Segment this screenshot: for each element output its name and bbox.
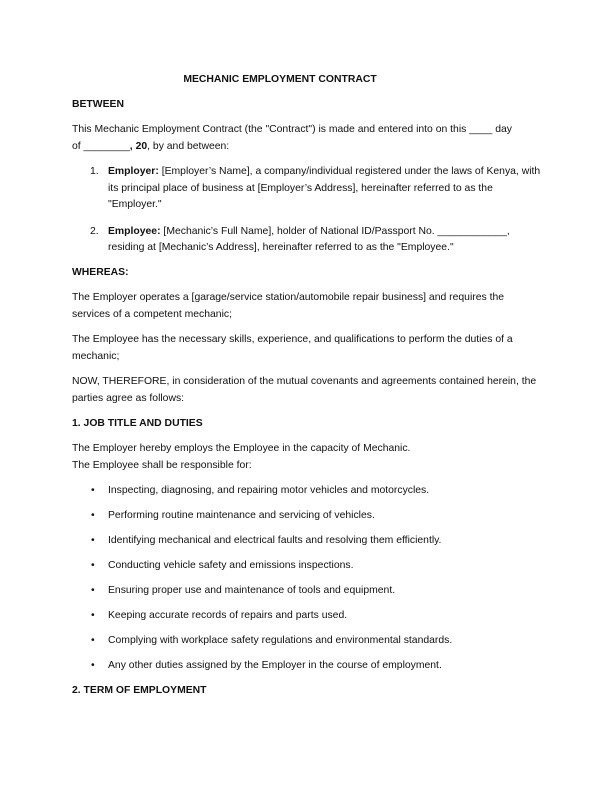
party-number: 2. bbox=[90, 225, 99, 237]
bullet-icon: • bbox=[91, 560, 95, 571]
list-item bbox=[90, 633, 542, 658]
document-title: MECHANIC EMPLOYMENT CONTRACT bbox=[183, 74, 377, 85]
section-1-line-1: The Employer hereby employs the Employee in the capacity of Mechanic. bbox=[72, 443, 411, 454]
whereas-clause-1: The Employer operates a [garage/service station/automobile repair business] and requires the services of a competent mechanic; bbox=[72, 292, 505, 320]
bullet-icon: • bbox=[91, 660, 95, 671]
bullet-icon: • bbox=[91, 635, 95, 646]
duty-text: Inspecting, diagnosing, and repairing motor vehicles and motorcycles. bbox=[108, 485, 430, 496]
list-item bbox=[90, 658, 542, 683]
whereas-clause-2: The Employee has the necessary skills, experience, and qualifications to perform the duties of a mechanic; bbox=[72, 334, 513, 362]
list-item bbox=[90, 533, 542, 558]
party-employee bbox=[90, 224, 542, 257]
duty-text: Identifying mechanical and electrical faults and resolving them efficiently. bbox=[108, 535, 442, 546]
intro-by-and-between: , by and between: bbox=[147, 140, 230, 152]
bullet-icon: • bbox=[91, 535, 95, 546]
intro-paragraph bbox=[72, 122, 544, 155]
duty-text: Performing routine maintenance and servicing of vehicles. bbox=[108, 510, 375, 521]
list-item bbox=[90, 558, 542, 583]
duty-text: Any other duties assigned by the Employer in the course of employment. bbox=[108, 660, 442, 671]
section-1-line-2: The Employee shall be responsible for: bbox=[72, 459, 252, 471]
party-text: [Mechanic’s Full Name], holder of National ID/Passport No. ____________, residing at [Mechanic’s Address], hereinafter referred to as the "Employee." bbox=[108, 225, 510, 254]
party-number: 1. bbox=[90, 166, 99, 177]
duties-list bbox=[90, 483, 542, 683]
party-label: Employer: bbox=[108, 166, 159, 177]
list-item bbox=[90, 508, 542, 533]
intro-date-blank: of ________ bbox=[72, 140, 130, 152]
list-item bbox=[90, 608, 542, 633]
bullet-icon: • bbox=[91, 585, 95, 596]
bullet-icon: • bbox=[91, 510, 95, 521]
duty-text: Ensuring proper use and maintenance of tools and equipment. bbox=[108, 585, 396, 596]
parties-list bbox=[90, 164, 542, 257]
list-item bbox=[90, 583, 542, 608]
intro-line-2 bbox=[72, 139, 544, 156]
intro-year: , 20 bbox=[129, 140, 148, 152]
bullet-icon: • bbox=[91, 610, 95, 621]
duty-text: Conducting vehicle safety and emissions inspections. bbox=[108, 560, 354, 571]
whereas-heading: WHEREAS: bbox=[72, 267, 129, 278]
now-therefore-clause: NOW, THEREFORE, in consideration of the mutual covenants and agreements contained herein, the parties agree as follows: bbox=[72, 376, 537, 404]
section-1-heading: 1. JOB TITLE AND DUTIES bbox=[72, 418, 203, 429]
section-1-intro bbox=[72, 441, 544, 474]
duty-text: Keeping accurate records of repairs and parts used. bbox=[108, 610, 348, 621]
bullet-icon: • bbox=[91, 485, 95, 496]
party-label: Employee: bbox=[108, 225, 161, 237]
intro-line-1: This Mechanic Employment Contract (the "Contract") is made and entered into on this ____ day bbox=[72, 124, 512, 135]
party-text: [Employer’s Name], a company/individual registered under the laws of Kenya, with its principal place of business at [Employer’s Address], hereinafter referred to as the "Employer." bbox=[108, 166, 541, 211]
between-heading: BETWEEN bbox=[72, 99, 124, 110]
section-2-heading: 2. TERM OF EMPLOYMENT bbox=[72, 685, 207, 696]
list-item bbox=[90, 483, 542, 508]
party-employer bbox=[90, 164, 542, 214]
duty-text: Complying with workplace safety regulations and environmental standards. bbox=[108, 635, 453, 646]
